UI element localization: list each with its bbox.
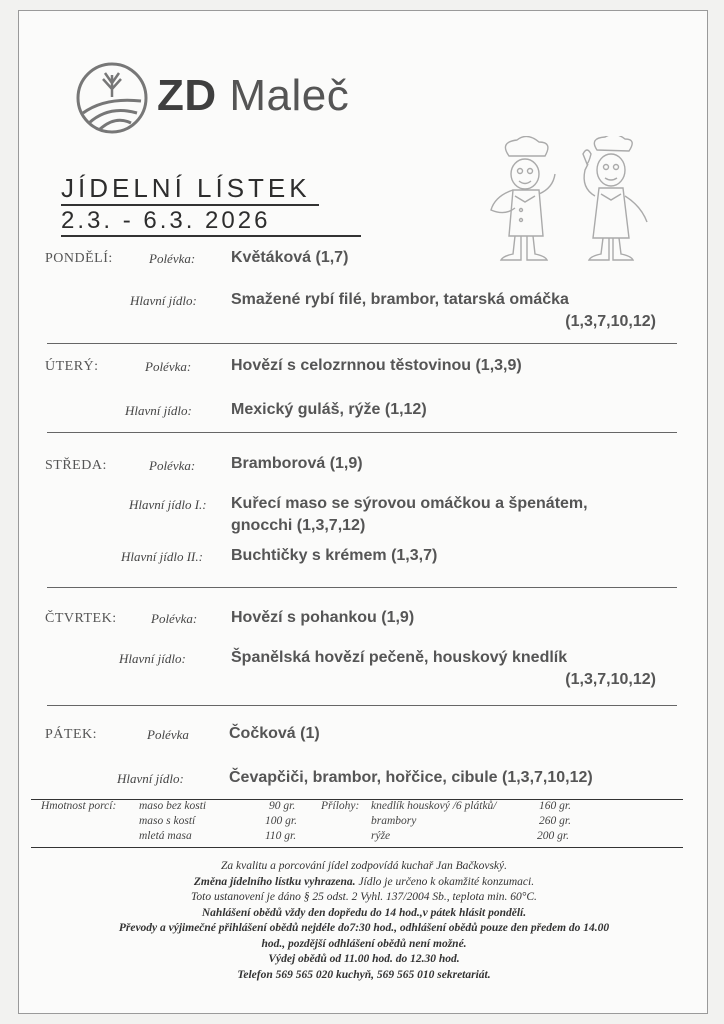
soup-label: Polévka:	[149, 458, 196, 473]
wednesday-soup: Bramborová (1,9)	[231, 455, 363, 472]
main-label: Hlavní jídlo:	[117, 771, 184, 786]
side-name: knedlík houskový /6 plátků/	[371, 800, 497, 812]
wednesday-main-2: Buchtičky s krémem (1,3,7)	[231, 547, 438, 564]
footer-notes	[37, 859, 691, 983]
footer-line: Telefon 569 565 020 kuchyň, 569 565 010 sekretariát.	[237, 968, 491, 981]
portion-weight: 110 gr.	[265, 830, 297, 842]
tuesday-main: Mexický guláš, rýže (1,12)	[231, 401, 427, 418]
sides-heading: Přílohy:	[321, 800, 360, 812]
thursday-main: Španělská hovězí pečeně, houskový knedlík	[231, 649, 568, 666]
main-label: Hlavní jídlo:	[119, 651, 186, 666]
separator	[47, 432, 677, 433]
friday-main: Čevapčiči, brambor, hořčice, cibule (1,3,7,10,12)	[229, 769, 593, 786]
main-label: Hlavní jídlo:	[125, 403, 192, 418]
portion-weight: 90 gr.	[269, 800, 296, 812]
day-thursday: ČTVRTEK:	[45, 611, 117, 626]
side-weight: 200 gr.	[537, 830, 569, 842]
monday-main: Smažené rybí filé, brambor, tatarská omáčka	[231, 291, 569, 308]
day-friday: PÁTEK:	[45, 727, 97, 742]
separator	[47, 343, 677, 344]
side-weight: 160 gr.	[539, 800, 571, 812]
day-tuesday: ÚTERÝ:	[45, 359, 99, 374]
title-underline	[61, 204, 319, 206]
menu-dates: 2.3. - 6.3. 2026	[61, 207, 271, 234]
side-name: brambory	[371, 815, 417, 827]
footer-line: Výdej obědů od 11.00 hod. do 12.30 hod.	[268, 953, 460, 965]
thursday-soup: Hovězí s pohankou (1,9)	[231, 609, 415, 626]
field-sun-logo-icon	[75, 61, 149, 135]
dates-underline	[61, 235, 361, 237]
footer-line: Změna jídelního lístku vyhrazena. Jídlo je určeno k okamžité konzumaci.	[193, 875, 535, 888]
brand-name: ZD Maleč	[157, 71, 350, 120]
footer-line: Toto ustanovení je dáno § 25 odst. 2 Vyhl. 137/2004 Sb., teplota min. 60°C.	[191, 891, 537, 903]
day-wednesday: STŘEDA:	[45, 458, 107, 473]
main-label: Hlavní jídlo:	[130, 293, 197, 308]
side-weight: 260 gr.	[539, 815, 571, 827]
portion-name: maso bez kosti	[139, 800, 207, 812]
footer-line: Za kvalitu a porcování jídel zodpovídá kuchař Jan Bačkovský.	[220, 860, 508, 872]
portion-name: maso s kostí	[139, 815, 196, 827]
friday-soup: Čočková (1)	[229, 725, 320, 742]
soup-label: Polévka:	[145, 359, 192, 374]
day-monday: PONDĚLÍ:	[45, 251, 113, 266]
separator	[47, 587, 677, 588]
separator	[47, 705, 677, 706]
portions-heading: Hmotnost porcí:	[41, 800, 117, 812]
wednesday-main-1-cont: gnocchi (1,3,7,12)	[231, 517, 366, 534]
soup-label: Polévka	[147, 727, 189, 742]
main-2-label: Hlavní jídlo II.:	[121, 549, 203, 564]
thursday-main-allergens: (1,3,7,10,12)	[565, 671, 656, 688]
footer-line: Nahlášení obědů vždy den dopředu do 14 hod.,v pátek hlásit pondělí.	[201, 906, 527, 919]
side-name: rýže	[371, 830, 391, 842]
soup-label: Polévka:	[149, 251, 196, 266]
menu-sheet	[18, 10, 708, 1014]
monday-main-allergens: (1,3,7,10,12)	[565, 313, 656, 330]
soup-label: Polévka:	[151, 611, 198, 626]
portion-weight: 100 gr.	[265, 815, 297, 827]
monday-soup: Květáková (1,7)	[231, 249, 349, 266]
menu-title: JÍDELNÍ LÍSTEK	[61, 173, 311, 203]
portion-name: mletá masa	[139, 830, 192, 842]
footer-line: hod., pozdější odhlášení obědů není možné.	[261, 937, 467, 950]
separator	[31, 847, 683, 848]
tuesday-soup: Hovězí s celozrnnou těstovinou (1,3,9)	[231, 357, 522, 374]
wednesday-main-1: Kuřecí maso se sýrovou omáčkou a špenátem,	[231, 495, 588, 512]
footer-line: Převody a výjimečné přihlášení obědů nejdéle do7:30 hod., odhlášení obědů pouze den předem do 14.00	[118, 922, 610, 934]
main-1-label: Hlavní jídlo I.:	[129, 497, 207, 512]
